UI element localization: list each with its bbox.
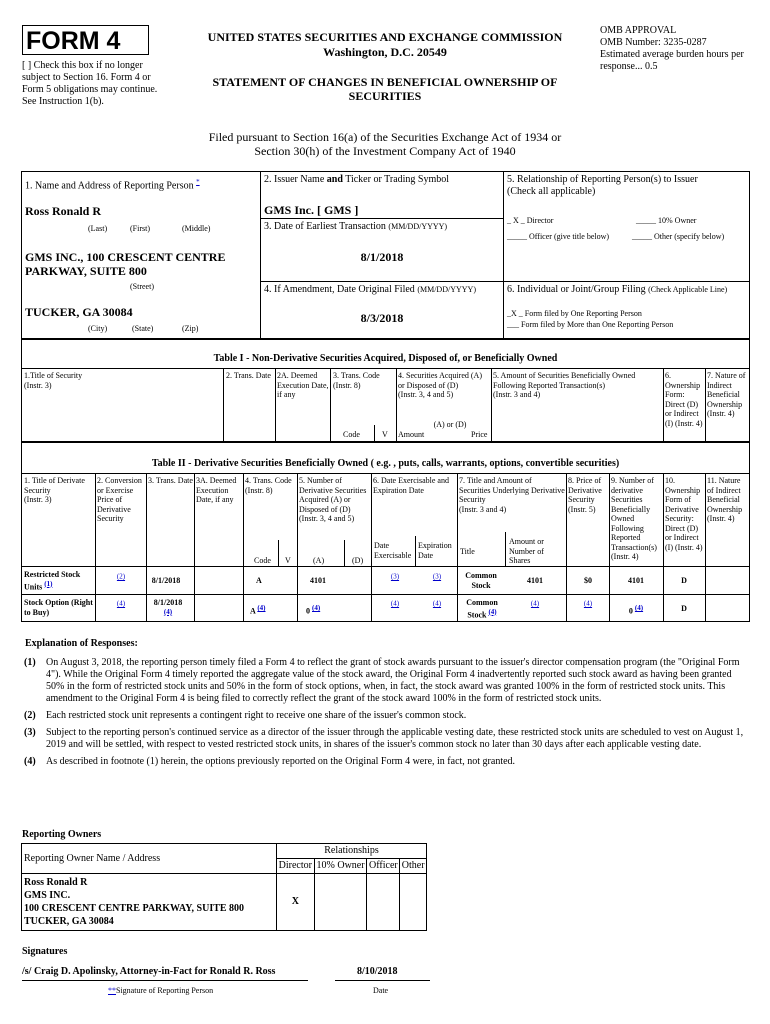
signature-date: 8/10/2018 bbox=[357, 966, 398, 977]
t2-row2-top bbox=[21, 594, 750, 595]
box6-label-small: (Check Applicable Line) bbox=[648, 285, 728, 294]
t1-sub-amount: Amount bbox=[398, 430, 425, 439]
t2-r1-title bbox=[24, 570, 94, 592]
t2-col3: 3. Trans. Date bbox=[148, 476, 193, 485]
divider-box2 bbox=[260, 218, 503, 219]
signature-caption-text: Signature of Reporting Person bbox=[116, 986, 214, 995]
t2-div10 bbox=[663, 473, 664, 622]
box5-label-line2: (Check all applicable) bbox=[507, 186, 596, 197]
t2-sub-d: (D) bbox=[352, 556, 364, 565]
filing-option-many: ___ Form filed by More than One Reporting Person bbox=[507, 320, 674, 329]
date-caption: Date bbox=[373, 986, 389, 995]
t2-r2-code-text: A bbox=[250, 606, 256, 616]
t1-col7: 7. Nature of Indirect Beneficial Ownership (Instr. 4) bbox=[707, 371, 746, 418]
explanation-list bbox=[24, 657, 750, 768]
t2-r2-a-text: 0 bbox=[306, 606, 310, 616]
t2-r2-exp bbox=[416, 599, 458, 617]
t2-sub-div-exp bbox=[415, 536, 416, 566]
divider-col2 bbox=[503, 171, 504, 339]
omb-approval bbox=[600, 25, 760, 73]
t2-r1-title-text: Restricted Stock Units bbox=[24, 570, 81, 592]
t1-col3: 3. Trans. Code (Instr. 8) bbox=[333, 371, 380, 390]
box4-label bbox=[264, 284, 476, 296]
explanation-num-1: (1) bbox=[24, 657, 36, 668]
box5-label bbox=[507, 174, 747, 198]
sub-city: (City) bbox=[88, 324, 108, 333]
t2-r2-u-amount-fn[interactable]: (4) bbox=[530, 599, 540, 608]
explanation-text-4: As described in footnote (1) herein, the options previously reported on the Original Form 4 were, in fact, not granted. bbox=[46, 756, 516, 767]
t2-r2-u-title-fn[interactable]: (4) bbox=[488, 607, 497, 616]
t1-div5 bbox=[491, 368, 492, 442]
t2-r2-a-fn[interactable]: (4) bbox=[312, 604, 321, 612]
statement-title: STATEMENT OF CHANGES IN BENEFICIAL OWNERSHIP OF SECURITIES bbox=[212, 75, 558, 103]
t2-r2-conv-fn[interactable]: (4) bbox=[116, 599, 126, 608]
director-check: _ X _ Director bbox=[507, 216, 554, 225]
t1-col1: 1.Title of Security (Instr. 3) bbox=[24, 371, 83, 390]
t2-r1-date: 8/1/2018 bbox=[151, 576, 181, 585]
ro-col-other: Other bbox=[400, 859, 427, 874]
table2-title: Table II - Derivative Securities Beneficially Owned ( e.g. , puts, calls, warrants, options, convertible securities) bbox=[151, 458, 620, 469]
t2-r2-owned bbox=[610, 604, 662, 616]
check-box-instruction: [ ] Check this box if no longer subject to Section 16. Form 4 or Form 5 obligations may continue. See Instruction 1(b). bbox=[22, 60, 158, 107]
box4-label-text: 4. If Amendment, Date Original Filed bbox=[264, 284, 415, 295]
ten-pct-owner-check: _____ 10% Owner bbox=[636, 216, 697, 225]
t1-div1 bbox=[223, 368, 224, 442]
t2-sub-code: Code bbox=[254, 556, 271, 565]
omb-burden: Estimated average burden hours per response... 0.5 bbox=[600, 49, 744, 72]
box6-label-text: 6. Individual or Joint/Group Filing bbox=[507, 284, 646, 295]
t1-div2 bbox=[275, 368, 276, 442]
t2-sub-div-code bbox=[278, 540, 279, 566]
t1-col4: 4. Securities Acquired (A) or Disposed of (D) (Instr. 3, 4 and 5) bbox=[398, 371, 482, 399]
t2-r1-price: $0 bbox=[584, 576, 592, 585]
table2-header-top bbox=[21, 473, 750, 474]
sub-state: (State) bbox=[132, 324, 154, 333]
t2-r2-u-amount bbox=[506, 599, 564, 617]
explanation-title: Explanation of Responses: bbox=[25, 638, 138, 649]
t2-row1-top bbox=[21, 566, 750, 567]
t2-sub-v: V bbox=[285, 556, 291, 565]
explanation-num-2: (2) bbox=[24, 710, 36, 721]
table1-title: Table I - Non-Derivative Securities Acquired, Disposed of, or Beneficially Owned bbox=[213, 353, 558, 364]
t2-r2-form: D bbox=[681, 604, 687, 613]
explanation-num-4: (4) bbox=[24, 756, 36, 767]
t2-r2-price-fn[interactable]: (4) bbox=[583, 599, 593, 608]
t2-r1-title-fn[interactable]: (1) bbox=[44, 579, 53, 588]
signature-caption bbox=[108, 986, 213, 996]
t2-r2-date-ex bbox=[375, 599, 415, 617]
box2-label bbox=[264, 174, 449, 186]
t2-r1-u-amount: 4101 bbox=[527, 576, 543, 585]
t2-div9 bbox=[609, 473, 610, 622]
sub-last: (Last) bbox=[88, 224, 108, 233]
explanation-item-1 bbox=[24, 657, 750, 705]
t1-col2a: 2A. Deemed Execution Date, if any bbox=[277, 371, 329, 399]
box2-label-and: and bbox=[326, 174, 343, 185]
earliest-transaction-date: 8/1/2018 bbox=[360, 250, 404, 264]
t2-r1-form: D bbox=[681, 576, 687, 585]
form-title-box bbox=[22, 25, 149, 55]
ro-owner-name: Ross Ronald R GMS INC. 100 CRESCENT CENTRE PARKWAY, SUITE 800 TUCKER, GA 30084 bbox=[22, 874, 277, 931]
box2-label-post: Ticker or Trading Symbol bbox=[342, 174, 450, 185]
t2-col2: 2. Conversion or Exercise Price of Derivative Security bbox=[97, 476, 142, 523]
ro-director-mark: X bbox=[277, 874, 315, 931]
t2-sub-title: Title bbox=[460, 547, 475, 556]
t2-col8: 8. Price of Derivative Security (Instr. 5) bbox=[568, 476, 602, 514]
t2-div6 bbox=[371, 473, 372, 622]
t2-col9: 9. Number of derivative Securities Beneficially Owned Following Reported Transaction(s) (Instr. 4) bbox=[611, 476, 657, 561]
t1-sub-code: Code bbox=[343, 430, 360, 439]
t1-sub-div1 bbox=[374, 425, 375, 442]
t2-r2-price bbox=[567, 599, 609, 617]
t2-r2-exp-fn[interactable]: (4) bbox=[432, 599, 442, 608]
t2-r1-conv bbox=[96, 572, 146, 590]
box4-label-small: (MM/DD/YYYY) bbox=[417, 285, 476, 294]
t2-col4: 4. Trans. Code (Instr. 8) bbox=[245, 476, 292, 495]
t1-col2: 2. Trans. Date bbox=[226, 371, 271, 380]
t2-div3 bbox=[194, 473, 195, 622]
signatures-title: Signatures bbox=[22, 946, 68, 957]
t2-div5 bbox=[297, 473, 298, 622]
box5-label-line1: 5. Relationship of Reporting Person(s) to Issuer bbox=[507, 174, 698, 185]
sub-first: (First) bbox=[130, 224, 150, 233]
t2-r1-a: 4101 bbox=[310, 576, 326, 585]
t2-col5: 5. Number of Derivative Securities Acquired (A) or Disposed of (D) (Instr. 3, 4 and 5) bbox=[299, 476, 367, 523]
explanation-text-2: Each restricted stock unit represents a contingent right to receive one share of the issuer's common stock. bbox=[46, 710, 467, 721]
signer: /s/ Craig D. Apolinsky, Attorney-in-Fact for Ronald R. Ross bbox=[22, 966, 276, 977]
t2-r2-date-fn[interactable]: (4) bbox=[163, 607, 173, 616]
issuer-name: GMS Inc. [ GMS ] bbox=[264, 203, 359, 217]
divider-box4 bbox=[260, 281, 750, 282]
sub-street: (Street) bbox=[130, 282, 154, 291]
ro-ten-cell bbox=[314, 874, 367, 931]
t2-r1-date-ex bbox=[375, 572, 415, 590]
form-title: FORM 4 bbox=[26, 27, 121, 55]
t2-r2-date bbox=[146, 598, 190, 620]
ro-col-name: Reporting Owner Name / Address bbox=[22, 844, 277, 874]
ro-other-cell bbox=[400, 874, 427, 931]
omb-number: OMB Number: 3235-0287 bbox=[600, 37, 707, 48]
divider-col1 bbox=[260, 171, 261, 339]
t2-r1-owned: 4101 bbox=[628, 576, 644, 585]
box3-label-text: 3. Date of Earliest Transaction bbox=[264, 221, 386, 232]
t2-r2-date-ex-fn[interactable]: (4) bbox=[390, 599, 400, 608]
date-line bbox=[335, 980, 430, 981]
explanation-num-3: (3) bbox=[24, 727, 36, 738]
t2-r1-date-ex-fn[interactable]: (3) bbox=[390, 572, 400, 581]
t2-r2-code-fn[interactable]: (4) bbox=[257, 604, 266, 612]
t2-r1-exp-fn[interactable]: (3) bbox=[432, 572, 442, 581]
t2-sub-exp: Expiration Date bbox=[418, 541, 452, 560]
box6-label bbox=[507, 284, 750, 296]
t2-r1-u-title: Common Stock bbox=[465, 571, 497, 590]
t1-div3 bbox=[330, 368, 331, 442]
t2-r2-code bbox=[250, 604, 266, 616]
sub-zip: (Zip) bbox=[182, 324, 199, 333]
t2-r2-owned-fn[interactable]: (4) bbox=[634, 604, 644, 612]
agency-name: UNITED STATES SECURITIES AND EXCHANGE COMMISSION bbox=[207, 30, 563, 44]
ro-col-ten: 10% Owner bbox=[314, 859, 367, 874]
t1-div7 bbox=[705, 368, 706, 442]
amendment-date: 8/3/2018 bbox=[360, 311, 404, 325]
table1-header-top bbox=[21, 368, 750, 369]
t2-col6: 6. Date Exercisable and Expiration Date bbox=[373, 476, 449, 495]
other-check: _____ Other (specify below) bbox=[632, 232, 725, 241]
t2-r2-date-text: 8/1/2018 bbox=[153, 598, 183, 607]
box2-label-pre: 2. Issuer Name bbox=[264, 174, 327, 185]
t1-div6 bbox=[663, 368, 664, 442]
signature-caption-link[interactable]: ** bbox=[108, 986, 116, 995]
box3-label bbox=[264, 221, 447, 233]
omb-approval-title: OMB APPROVAL bbox=[600, 25, 677, 36]
sub-middle: (Middle) bbox=[182, 224, 211, 233]
explanation-text-3: Subject to the reporting person's continued service as a director of the issuer through the applicable vesting date, these restricted stock units are scheduled to vest on August 1, 2019 and will be settled, with respect to vested restricted stock units, in shares of the issuer's common stock no later than 30 days after each applicable vesting date. bbox=[46, 727, 744, 750]
t2-r2-owned-text: 0 bbox=[628, 606, 633, 616]
t2-sub-date-ex: Date Exercisable bbox=[374, 541, 412, 560]
t1-sub-price: Price bbox=[471, 430, 488, 439]
reporter-street: GMS INC., 100 CRESCENT CENTRE PARKWAY, SUITE 800 bbox=[25, 250, 226, 278]
t2-col1: 1. Title of Derivate Security (Instr. 3) bbox=[24, 476, 85, 504]
box3-label-small: (MM/DD/YYYY) bbox=[388, 222, 448, 231]
t2-sub-amount: Amount or Number of Shares bbox=[509, 537, 544, 565]
signature-line bbox=[22, 980, 308, 981]
t1-sub-aord: (A) or (D) bbox=[433, 420, 467, 429]
t1-div4 bbox=[396, 368, 397, 442]
box1-footnote-link[interactable]: * bbox=[196, 178, 200, 186]
agency-address: Washington, D.C. 20549 bbox=[323, 45, 447, 59]
t2-col10: 10. Ownership Form of Derivative Security: Direct (D) or Indirect (I) (Instr. 4) bbox=[665, 476, 703, 552]
ro-col-officer: Officer bbox=[367, 859, 400, 874]
filing-option-one: _X _ Form filed by One Reporting Person bbox=[507, 309, 642, 318]
t2-div4 bbox=[243, 473, 244, 622]
officer-check: _____ Officer (give title below) bbox=[507, 232, 610, 241]
t2-r2-u-title bbox=[460, 598, 504, 620]
explanation-item-3 bbox=[24, 727, 750, 751]
t1-col5: 5. Amount of Securities Beneficially Owned Following Reported Transaction(s) (Instr. 3 and 4) bbox=[493, 371, 636, 399]
t2-col3a: 3A. Deemed Execution Date, if any bbox=[196, 476, 237, 504]
ro-col-director: Director bbox=[277, 859, 315, 874]
t2-div11 bbox=[705, 473, 706, 622]
reporting-owners-title: Reporting Owners bbox=[22, 829, 102, 840]
t2-r1-conv-fn[interactable]: (2) bbox=[116, 572, 126, 581]
box1-label bbox=[25, 176, 200, 192]
t2-r1-code: A bbox=[256, 576, 262, 585]
reporting-owners-table bbox=[21, 843, 427, 931]
reporter-name: Ross Ronald R bbox=[25, 204, 102, 218]
ro-col-relationships: Relationships bbox=[277, 844, 427, 859]
t1-col6: 6. Ownership Form: Direct (D) or Indirect (I) (Instr. 4) bbox=[665, 371, 703, 428]
t1-sub-v: V bbox=[382, 430, 388, 439]
box1-label-text: 1. Name and Address of Reporting Person bbox=[25, 180, 194, 192]
t2-col7: 7. Title and Amount of Securities Underlying Derivative Security (Instr. 3 and 4) bbox=[459, 476, 565, 514]
filed-pursuant: Filed pursuant to Section 16(a) of the Securities Exchange Act of 1934 or Section 30(h) of the Investment Company Act of 1940 bbox=[208, 130, 562, 158]
reporter-city: TUCKER, GA 30084 bbox=[25, 305, 133, 319]
explanation-text-1: On August 3, 2018, the reporting person timely filed a Form 4 to reflect the grant of stock awards pursuant to the issuer's director compensation program (the "Original Form 4"). While the Original Form 4 timely reported the aggregate value of the stock award, the Original Form 4 inadvertently reported such stock award as having been granted 50% in the form of restricted stock units and 50% in the form of stock options, when, in fact, the stock award was granted 100% in the form of restricted stock units. This amendment to the Original Form 4 is being filed to correctly reflect the grant of the stock award 100% in the form of restricted stock units. bbox=[46, 657, 740, 704]
t2-r2-conv bbox=[96, 599, 146, 617]
ro-officer-cell bbox=[367, 874, 400, 931]
explanation-item-2 bbox=[24, 710, 750, 722]
t2-sub-div-ad bbox=[344, 540, 345, 566]
t2-sub-div-title bbox=[505, 532, 506, 566]
t2-r2-u-title-text: Common Stock bbox=[466, 598, 498, 620]
t2-col11: 11. Nature of Indirect Beneficial Ownership (Instr. 4) bbox=[707, 476, 743, 523]
explanation-item-4 bbox=[24, 756, 750, 768]
t2-r2-a bbox=[306, 604, 320, 616]
t2-r2-title: Stock Option (Right to Buy) bbox=[24, 598, 93, 617]
t2-r1-exp bbox=[416, 572, 458, 590]
t2-sub-a: (A) bbox=[313, 556, 325, 565]
